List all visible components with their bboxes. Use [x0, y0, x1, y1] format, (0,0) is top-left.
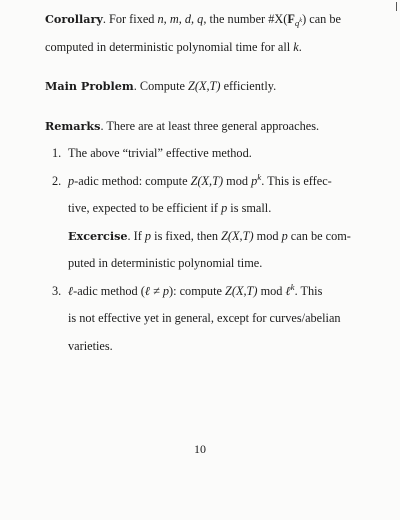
corollary-line-1: Corollary. For fixed n, m, d, q, the number $\#X(F_{q^k})$ can be — [45, 12, 342, 29]
exercise-label: Excercise — [68, 228, 128, 243]
scan-edge-mark — [396, 2, 397, 11]
page-number: 10 — [194, 442, 206, 456]
exercise-line-2: puted in deterministic polynomial time. — [68, 256, 263, 270]
page-body — [45, 6, 354, 360]
corollary-label: Corollary — [45, 12, 103, 26]
list-number: 3. — [52, 283, 62, 298]
corollary-line-2: computed in deterministic polynomial time for all k. — [45, 39, 302, 54]
list-item: 1. The above “trivial” effective method. — [45, 140, 354, 168]
main-problem-label: Main Problem — [45, 79, 134, 93]
remarks-label: Remarks — [45, 118, 101, 133]
list-item: 2. p-adic method: compute Z(X,T) mod $p^k$. This is effec- tive, expected to be efficient if p is small. Excercise. If p is fixed, then Z(X,T) mod p can be com- puted in deterministic polynomial time. — [45, 168, 354, 278]
list-number: 2. — [52, 173, 62, 188]
list-item: 3. ℓ-adic method (ℓ ≠ p): compute Z(X,T) mod ℓ$^k$. This is not effective yet in general, except for curves/abelian varieties. — [45, 278, 354, 361]
exercise-line-1: Excercise. If p is fixed, then Z(X,T) mod p can be com- — [68, 228, 351, 243]
remarks-line: Remarks. There are at least three general approaches. — [45, 118, 320, 133]
point-count-expression: $\#X(F_{q^k}$ — [268, 12, 303, 29]
list-number: 1. — [52, 146, 62, 160]
main-problem-line: Main Problem. Compute Z(X,T) efficiently. — [45, 79, 277, 93]
